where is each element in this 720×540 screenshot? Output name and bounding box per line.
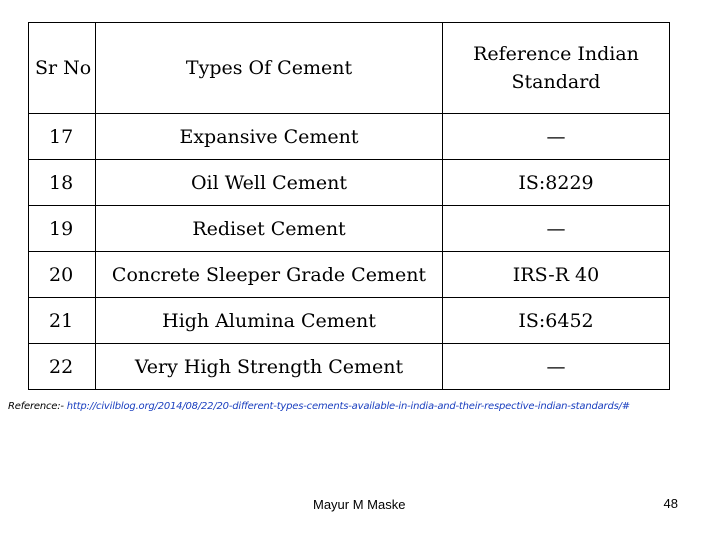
cell-reference-standard: — — [443, 206, 670, 252]
cell-sr-no: 18 — [29, 160, 96, 206]
table-row — [29, 344, 670, 390]
reference-label: Reference:- — [8, 401, 67, 412]
header-sr-no: Sr No — [29, 23, 96, 114]
cell-cement-type: Rediset Cement — [96, 206, 443, 252]
author-name: Mayur M Maske — [313, 497, 406, 512]
cell-cement-type: High Alumina Cement — [96, 298, 443, 344]
reference-link[interactable]: http://civilblog.org/2014/08/22/20-different-types-cements-available-in-india-and-their-respective-indian-standards/# — [66, 401, 630, 412]
cell-sr-no: 21 — [29, 298, 96, 344]
cell-reference-standard: IS:8229 — [443, 160, 670, 206]
cement-types-table — [28, 22, 670, 390]
cell-reference-standard: IRS-R 40 — [443, 252, 670, 298]
cell-sr-no: 22 — [29, 344, 96, 390]
header-reference-standard: Reference Indian Standard — [443, 23, 670, 114]
table-row — [29, 298, 670, 344]
reference-citation — [8, 401, 630, 412]
cell-cement-type: Concrete Sleeper Grade Cement — [96, 252, 443, 298]
cell-cement-type: Very High Strength Cement — [96, 344, 443, 390]
table-row — [29, 160, 670, 206]
cell-reference-standard: IS:6452 — [443, 298, 670, 344]
cell-reference-standard: — — [443, 344, 670, 390]
cell-sr-no: 20 — [29, 252, 96, 298]
page-number: 48 — [663, 496, 678, 511]
cell-cement-type: Oil Well Cement — [96, 160, 443, 206]
cell-cement-type: Expansive Cement — [96, 114, 443, 160]
cell-reference-standard: — — [443, 114, 670, 160]
table-row — [29, 252, 670, 298]
table-row — [29, 206, 670, 252]
table-row — [29, 114, 670, 160]
cell-sr-no: 19 — [29, 206, 96, 252]
cell-sr-no: 17 — [29, 114, 96, 160]
table-header-row — [29, 23, 670, 114]
header-types-of-cement: Types Of Cement — [96, 23, 443, 114]
